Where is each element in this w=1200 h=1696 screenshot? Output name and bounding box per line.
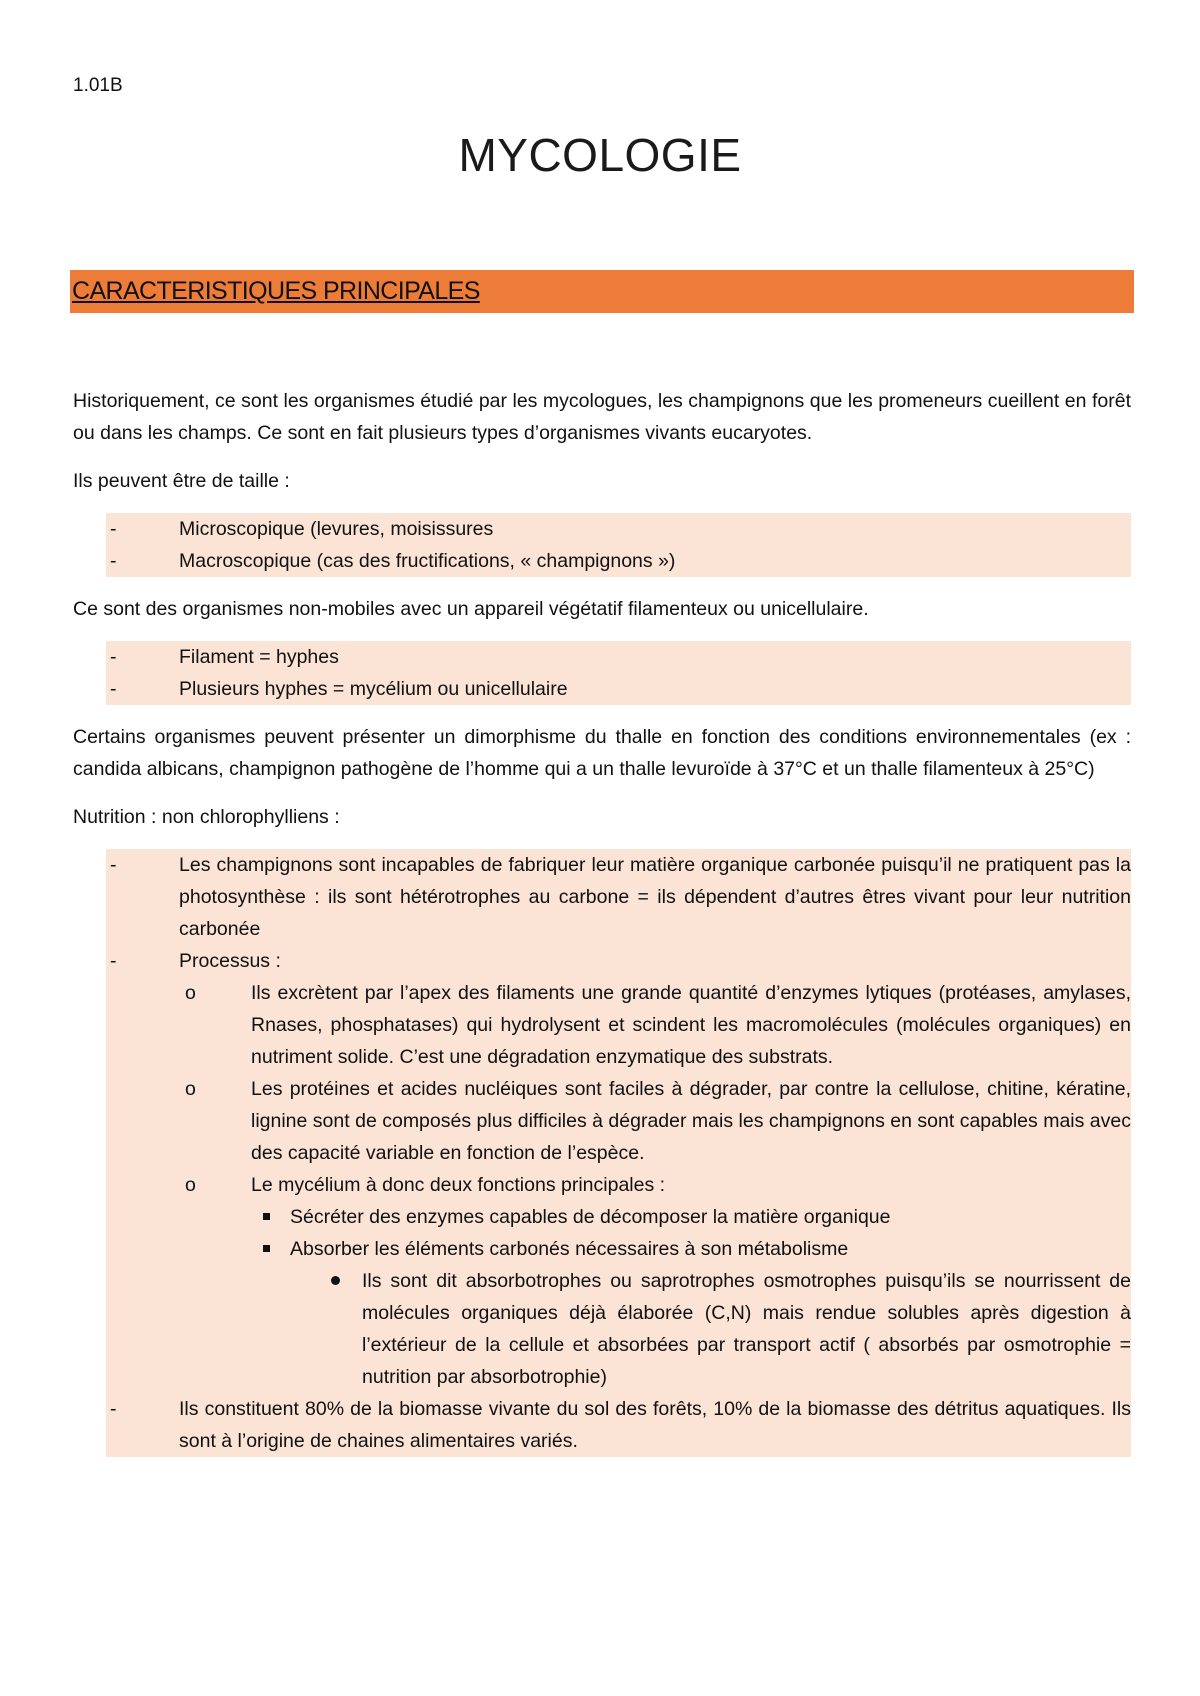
paragraph-structure: Ce sont des organismes non-mobiles avec un appareil végétatif filamenteux ou unicellulaire. [73, 598, 869, 620]
section-title: CARACTERISTIQUES PRINCIPALES [72, 277, 480, 305]
section-header-bar [70, 270, 1134, 313]
list-item [106, 641, 1131, 673]
dash-bullet: - [110, 854, 117, 876]
list-item [106, 849, 1131, 945]
sub-sub-list-item [251, 1201, 1131, 1233]
dash-bullet: - [110, 646, 117, 668]
form-list [106, 641, 1131, 705]
list-item [106, 673, 1131, 705]
nutrition-list [106, 849, 1131, 1457]
list-item-text: Filament = hyphes [179, 646, 339, 668]
list-item-text: Ils constituent 80% de la biomasse vivante du sol des forêts, 10% de la biomasse des détritus aquatiques. Ils sont à l’origine de chaines alimentaires variés. [179, 1398, 1131, 1452]
dash-bullet: - [110, 518, 117, 540]
dash-bullet: - [110, 950, 117, 972]
list-item-text: Absorber les éléments carbonés nécessaires à son métabolisme [290, 1238, 849, 1260]
dash-bullet: - [110, 678, 117, 700]
list-item-text: Processus : [179, 950, 281, 972]
list-item-text: Macroscopique (cas des fructifications, « champignons ») [179, 550, 676, 572]
list-item-text: Les champignons sont incapables de fabriquer leur matière organique carbonée puisqu’il ne pratiquent pas la photosynthèse : ils sont hétérotrophes au carbone = ils dépendent d’autres êtres vivant pour leur nutrition carbonée [179, 854, 1131, 940]
list-item [106, 545, 1131, 577]
list-item-text: Ils sont dit absorbotrophes ou saprotrophes osmotrophes puisqu’ils se nourrissent de molécules organiques déjà élaborée (C,N) mais rendue solubles après digestion à l’extérieur de la cellule et absorbées par transport actif ( absorbés par osmotrophie = nutrition par absorbotrophie) [362, 1270, 1131, 1388]
list-item [106, 1393, 1131, 1457]
document-body [73, 385, 1131, 1473]
circle-bullet: o [185, 982, 196, 1004]
paragraph-intro: Historiquement, ce sont les organismes étudié par les mycologues, les champignons que les promeneurs cueillent en forêt ou dans les champs. Ce sont en fait plusieurs types d’organismes vivants eucaryotes. [73, 390, 1131, 444]
list-item-text: Sécréter des enzymes capables de décomposer la matière organique [290, 1206, 891, 1228]
sub-sub-list-item [251, 1233, 1131, 1265]
circle-bullet: o [185, 1174, 196, 1196]
list-item-text: Microscopique (levures, moisissures [179, 518, 494, 540]
sub-list-item [179, 1169, 1131, 1201]
list-item-text: Plusieurs hyphes = mycélium ou unicellulaire [179, 678, 568, 700]
dash-bullet: - [110, 1398, 117, 1420]
size-list [106, 513, 1131, 577]
circle-bullet: o [185, 1078, 196, 1100]
document-id: 1.01B [73, 75, 123, 96]
disc-bullet-icon [331, 1276, 340, 1285]
paragraph-dimorphism: Certains organismes peuvent présenter un dimorphisme du thalle en fonction des conditions environnementales (ex : candida albicans, champignon pathogène de l’homme qui a un thalle levuroïde à 37°C et un thalle filamenteux à 25°C) [73, 726, 1131, 780]
list-item-text: Ils excrètent par l’apex des filaments une grande quantité d’enzymes lytiques (protéases, amylases, Rnases, phosphatases) qui hydrolysent et scindent les macromolécules (molécules organiques) en nutriment solide. C’est une dégradation enzymatique des substrats. [251, 982, 1131, 1068]
list-item [106, 945, 1131, 977]
page-title: MYCOLOGIE [458, 129, 742, 181]
square-bullet-icon [263, 1245, 270, 1252]
sub-list-item [179, 977, 1131, 1073]
square-bullet-icon [263, 1213, 270, 1220]
list-item-text: Le mycélium à donc deux fonctions principales : [251, 1174, 666, 1196]
dash-bullet: - [110, 550, 117, 572]
paragraph-size-intro: Ils peuvent être de taille : [73, 470, 290, 492]
list-item [106, 513, 1131, 545]
sub-list-item [179, 1073, 1131, 1169]
list-item-text: Les protéines et acides nucléiques sont faciles à dégrader, par contre la cellulose, chitine, kératine, lignine sont de composés plus difficiles à dégrader mais les champignons en sont capables mais avec des capacité variable en fonction de l’espèce. [251, 1078, 1131, 1164]
paragraph-nutrition-intro: Nutrition : non chlorophylliens : [73, 806, 340, 828]
deep-list-item [323, 1265, 1131, 1393]
